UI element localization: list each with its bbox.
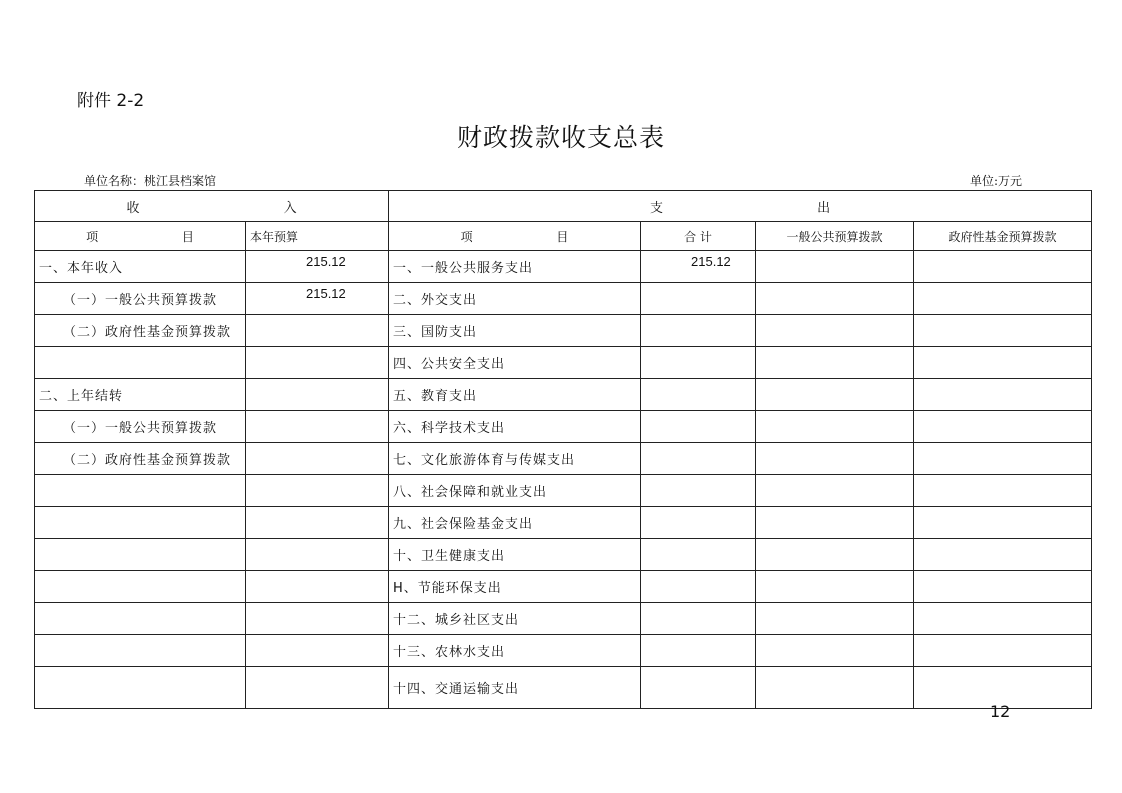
income-budget-cell	[246, 539, 389, 571]
table-header-row	[35, 191, 1092, 222]
expense-general-cell	[756, 571, 914, 603]
table-row	[35, 635, 1092, 667]
expense-general-cell	[756, 539, 914, 571]
document-title: 财政拨款收支总表	[456, 123, 665, 152]
income-budget-cell	[246, 347, 389, 379]
col-expense-item: 项 目	[389, 222, 641, 251]
expense-general-cell	[756, 251, 914, 283]
income-budget-cell: 215.12	[246, 283, 389, 315]
income-item-cell: 一、本年收入	[35, 251, 246, 283]
currency-unit: 单位:万元	[970, 174, 1023, 188]
expense-item-cell: 十三、农林水支出	[389, 635, 641, 667]
expense-item-cell: 七、文化旅游体育与传媒支出	[389, 443, 641, 475]
expense-fund-cell	[914, 251, 1092, 283]
income-budget-cell	[246, 315, 389, 347]
table-row	[35, 603, 1092, 635]
expense-fund-cell	[914, 635, 1092, 667]
expense-total-cell	[641, 475, 756, 507]
expense-fund-cell	[914, 411, 1092, 443]
expense-general-cell	[756, 635, 914, 667]
expense-general-cell	[756, 603, 914, 635]
col-expense-total: 合 计	[641, 222, 756, 251]
income-budget-cell: 215.12	[246, 251, 389, 283]
income-item-cell: （一）一般公共预算拨款	[35, 411, 246, 443]
table-row	[35, 507, 1092, 539]
expense-general-cell	[756, 379, 914, 411]
expense-total-cell	[641, 283, 756, 315]
expense-total-cell	[641, 667, 756, 709]
income-item-cell	[35, 635, 246, 667]
income-budget-cell	[246, 571, 389, 603]
expense-item-cell: 四、公共安全支出	[389, 347, 641, 379]
budget-table	[34, 190, 1092, 709]
expense-item-cell: 六、科学技术支出	[389, 411, 641, 443]
table-row	[35, 443, 1092, 475]
expense-fund-cell	[914, 539, 1092, 571]
expense-total-cell	[641, 411, 756, 443]
expense-fund-cell	[914, 379, 1092, 411]
col-income-budget: 本年预算	[246, 222, 389, 251]
expense-fund-cell	[914, 475, 1092, 507]
expense-total-cell	[641, 603, 756, 635]
expense-item-cell: 十二、城乡社区支出	[389, 603, 641, 635]
income-budget-cell	[246, 603, 389, 635]
expense-general-cell	[756, 315, 914, 347]
expense-item-cell: 八、社会保障和就业支出	[389, 475, 641, 507]
expense-fund-cell	[914, 347, 1092, 379]
expense-fund-cell	[914, 507, 1092, 539]
table-subheader-row	[35, 222, 1092, 251]
expense-total-cell: 215.12	[641, 251, 756, 283]
expense-item-cell: 十四、交通运输支出	[389, 667, 641, 709]
expense-total-cell	[641, 507, 756, 539]
income-item-cell	[35, 475, 246, 507]
expense-total-cell	[641, 539, 756, 571]
expense-total-cell	[641, 315, 756, 347]
expense-fund-cell	[914, 315, 1092, 347]
col-expense-fund: 政府性基金预算拨款	[914, 222, 1092, 251]
unit-name: 单位名称：桃江县档案馆	[84, 174, 217, 188]
income-budget-cell	[246, 507, 389, 539]
income-budget-cell	[246, 411, 389, 443]
expense-general-cell	[756, 667, 914, 709]
expense-general-cell	[756, 283, 914, 315]
expense-header: 支 出	[389, 191, 1092, 222]
expense-item-cell: 三、国防支出	[389, 315, 641, 347]
expense-general-cell	[756, 443, 914, 475]
expense-item-cell: 十、卫生健康支出	[389, 539, 641, 571]
expense-fund-cell	[914, 603, 1092, 635]
expense-general-cell	[756, 347, 914, 379]
table-row	[35, 571, 1092, 603]
expense-total-cell	[641, 347, 756, 379]
expense-total-cell	[641, 443, 756, 475]
table-row	[35, 539, 1092, 571]
col-expense-general: 一般公共预算拨款	[756, 222, 914, 251]
table-row	[35, 315, 1092, 347]
expense-general-cell	[756, 507, 914, 539]
table-row	[35, 411, 1092, 443]
expense-fund-cell	[914, 571, 1092, 603]
expense-fund-cell	[914, 443, 1092, 475]
expense-fund-cell	[914, 283, 1092, 315]
income-header: 收 入	[35, 191, 389, 222]
income-item-cell: （一）一般公共预算拨款	[35, 283, 246, 315]
table-row	[35, 475, 1092, 507]
table-row	[35, 283, 1092, 315]
page-number: 12	[990, 702, 1011, 721]
table-row	[35, 667, 1092, 709]
expense-general-cell	[756, 411, 914, 443]
income-item-cell: （二）政府性基金预算拨款	[35, 443, 246, 475]
expense-item-cell: 九、社会保险基金支出	[389, 507, 641, 539]
income-budget-cell	[246, 379, 389, 411]
income-budget-cell	[246, 667, 389, 709]
income-budget-cell	[246, 635, 389, 667]
col-income-item: 项 目	[35, 222, 246, 251]
income-item-cell	[35, 347, 246, 379]
expense-item-cell: H、节能环保支出	[389, 571, 641, 603]
expense-general-cell	[756, 475, 914, 507]
income-item-cell	[35, 603, 246, 635]
table-row	[35, 379, 1092, 411]
expense-item-cell: 五、教育支出	[389, 379, 641, 411]
expense-item-cell: 一、一般公共服务支出	[389, 251, 641, 283]
income-item-cell: （二）政府性基金预算拨款	[35, 315, 246, 347]
expense-item-cell: 二、外交支出	[389, 283, 641, 315]
expense-total-cell	[641, 635, 756, 667]
expense-total-cell	[641, 571, 756, 603]
table-row	[35, 347, 1092, 379]
income-item-cell: 二、上年结转	[35, 379, 246, 411]
income-item-cell	[35, 667, 246, 709]
income-item-cell	[35, 507, 246, 539]
income-item-cell	[35, 571, 246, 603]
table-row	[35, 251, 1092, 283]
expense-total-cell	[641, 379, 756, 411]
income-budget-cell	[246, 443, 389, 475]
income-budget-cell	[246, 475, 389, 507]
attachment-label: 附件 2-2	[77, 91, 145, 111]
income-item-cell	[35, 539, 246, 571]
